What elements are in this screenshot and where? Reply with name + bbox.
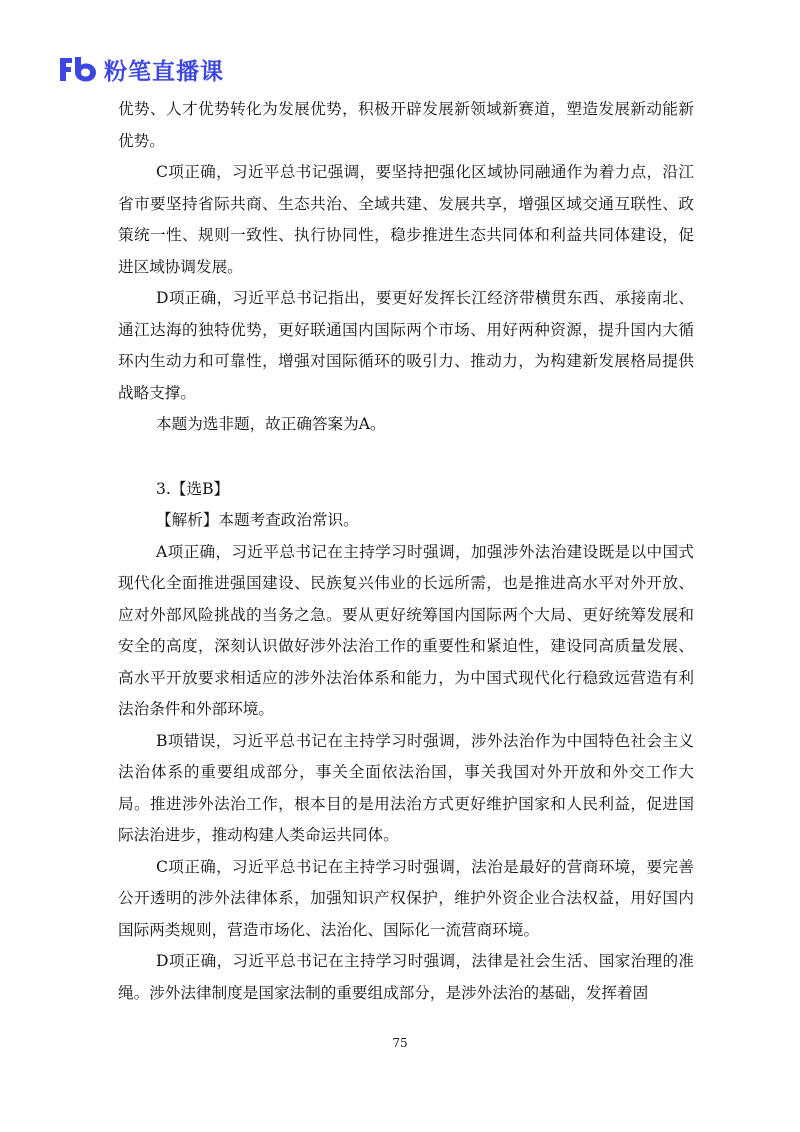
paragraph: 本题为选非题，故正确答案为A。 [156, 415, 386, 433]
brand-title: 粉笔直播课 [104, 58, 224, 85]
question-heading: 3.【选B】 [156, 479, 230, 498]
paragraph: 优势、人才优势转化为发展优势，积极开辟发展新领域新赛道，塑造发展新动能新优势。 [118, 100, 694, 150]
fb-logo-icon [58, 54, 98, 84]
section-gap [118, 441, 694, 474]
paragraph: C项正确，习近平总书记强调，要坚持把强化区域协同融通作为着力点，沿江省市要坚持省际共商、生态共治、全域共建、发展共享，增强区域交通互联性、政策统一性、规则一致性、执行协同性，稳步推进生态共同体和利益共同体建设，促进区域协调发展。 [118, 163, 694, 276]
paragraph: B项错误，习近平总书记在主持学习时强调，涉外法治作为中国特色社会主义法治体系的重要组成部分，事关全面依法治国，事关我国对外开放和外交工作大局。推进涉外法治工作，根本目的是用法治方式更好维护国家和人民利益，促进国际法治进步，推动构建人类命运共同体。 [118, 731, 694, 844]
document-body [118, 94, 694, 1009]
paragraph: C项正确，习近平总书记在主持学习时强调，法治是最好的营商环境，要完善公开透明的涉外法律体系，加强知识产权保护，维护外资企业合法权益，用好国内国际两类规则，营造市场化、法治化、国际化一流营商环境。 [118, 857, 694, 939]
header [58, 52, 224, 86]
paragraph: A项正确，习近平总书记在主持学习时强调，加强涉外法治建设既是以中国式现代化全面推进强国建设、民族复兴伟业的长远所需，也是推进高水平对外开放、应对外部风险挑战的当务之急。要从更好统筹国内国际两个大局、更好统筹发展和安全的高度，深刻认识做好涉外法治工作的重要性和紧迫性，建设同高质量发展、高水平开放要求相适应的涉外法治体系和能力，为中国式现代化行稳致远营造有利法治条件和外部环境。 [118, 542, 694, 718]
page-number: 75 [392, 1036, 408, 1050]
analysis-heading: 【解析】本题考查政治常识。 [156, 511, 359, 529]
paragraph: D项正确，习近平总书记在主持学习时强调，法律是社会生活、国家治理的准绳。涉外法律制度是国家法制的重要组成部分，是涉外法治的基础，发挥着固 [118, 952, 694, 1002]
paragraph: D项正确，习近平总书记指出，要更好发挥长江经济带横贯东西、承接南北、通江达海的独特优势，更好联通国内国际两个市场、用好两种资源，提升国内大循环内生动力和可靠性，增强对国际循环的吸引力、推动力，为构建新发展格局提供战略支撑。 [118, 289, 694, 402]
